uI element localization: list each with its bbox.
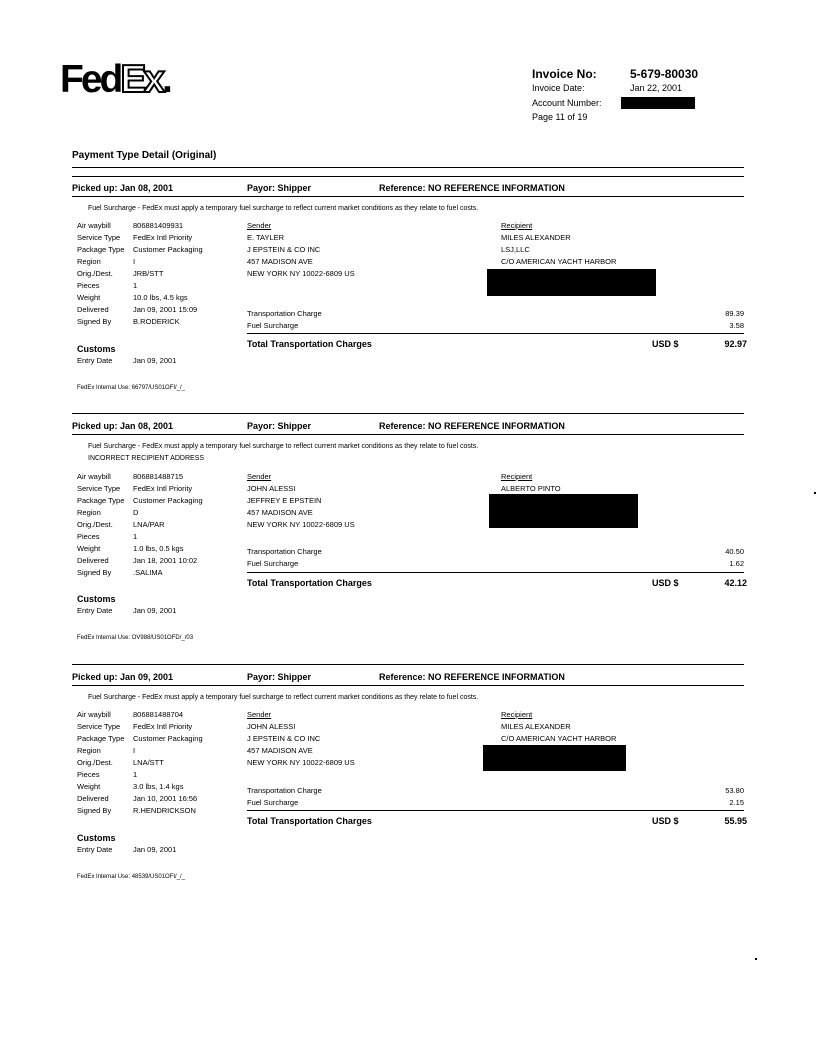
recipient-line: MILES ALEXANDER (501, 233, 571, 242)
air-waybill: 806881488715 (133, 472, 184, 481)
recipient-label: Recipient (501, 221, 533, 230)
label-delivered: Delivered (77, 305, 109, 314)
pieces: 1 (133, 532, 138, 541)
recipient-line: MILES ALEXANDER (501, 722, 571, 731)
transportation-charge-label: Transportation Charge (247, 786, 322, 795)
reference: Reference: NO REFERENCE INFORMATION (379, 183, 565, 193)
picked-up: Picked up: Jan 08, 2001 (72, 421, 174, 431)
page-title: Payment Type Detail (Original) (72, 150, 217, 161)
fuel-surcharge-label: Fuel Surcharge (247, 321, 299, 330)
sender-line: JEFFREY E EPSTEIN (247, 496, 322, 505)
label-delivered: Delivered (77, 794, 109, 803)
picked-up: Picked up: Jan 09, 2001 (72, 672, 174, 682)
total-label: Total Transportation Charges (247, 816, 372, 826)
label-weight: Weight (77, 293, 101, 302)
label-signed-by: Signed By (77, 317, 112, 326)
label-service-type: Service Type (77, 233, 121, 242)
package-type: Customer Packaging (133, 245, 203, 254)
total-divider (247, 333, 744, 334)
payor: Payor: Shipper (247, 672, 312, 682)
signed-by: .SALIMA (133, 568, 163, 577)
region: D (133, 508, 139, 517)
sender-line: J EPSTEIN & CO INC (247, 245, 321, 254)
region: I (133, 257, 136, 266)
customs-heading: Customs (77, 344, 116, 354)
account-number-label: Account Number: (532, 98, 602, 108)
section-divider (72, 434, 744, 435)
label-pieces: Pieces (77, 532, 100, 541)
recipient-label: Recipient (501, 710, 533, 719)
pieces: 1 (133, 770, 138, 779)
invoice-date-label: Invoice Date: (532, 83, 585, 93)
fuel-surcharge: 2.15 (729, 798, 744, 807)
internal-use: FedEx Internal Use: OV988/US01OFD/_/03 (77, 635, 194, 641)
internal-use: FedEx Internal Use: 66797/US01OFI/_/_ (77, 385, 186, 391)
label-package-type: Package Type (77, 245, 125, 254)
entry-date-label: Entry Date (77, 356, 113, 365)
fuel-surcharge-label: Fuel Surcharge (247, 798, 299, 807)
fuel-surcharge-note: Fuel Surcharge - FedEx must apply a temporary fuel surcharge to reflect current market conditions as they relate to fuel costs. (88, 205, 479, 212)
sender-label: Sender (247, 472, 272, 481)
signed-by: B.RODERICK (133, 317, 180, 326)
entry-date: Jan 09, 2001 (133, 606, 177, 615)
entry-date: Jan 09, 2001 (133, 356, 177, 365)
sender-label: Sender (247, 710, 272, 719)
section-divider (72, 664, 744, 665)
delivered: Jan 18, 2001 10:02 (133, 556, 198, 565)
package-type: Customer Packaging (133, 734, 203, 743)
air-waybill: 806881488704 (133, 710, 184, 719)
invoice-no: 5-679-80030 (630, 67, 699, 81)
section-divider (72, 685, 744, 686)
total-amount: 55.95 (724, 816, 747, 826)
transportation-charge: 53.80 (725, 786, 744, 795)
transportation-charge-label: Transportation Charge (247, 309, 322, 318)
sender-line: E. TAYLER (247, 233, 285, 242)
label-signed-by: Signed By (77, 806, 112, 815)
currency: USD $ (652, 339, 679, 349)
total-label: Total Transportation Charges (247, 339, 372, 349)
sender-line: NEW YORK NY 10022-6809 US (247, 269, 355, 278)
label-air-waybill: Air waybill (77, 221, 111, 230)
signed-by: R.HENDRICKSON (133, 806, 196, 815)
internal-use: FedEx Internal Use: 48539/US01OFI/_/_ (77, 874, 186, 880)
orig-dest: LNA/STT (133, 758, 164, 767)
entry-date-label: Entry Date (77, 606, 113, 615)
logo-dot: . (162, 58, 170, 101)
orig-dest: JRB/STT (133, 269, 164, 278)
service-type: FedEx Intl Priority (133, 233, 193, 242)
delivered: Jan 09, 2001 15:09 (133, 305, 198, 314)
entry-date-label: Entry Date (77, 845, 113, 854)
label-package-type: Package Type (77, 496, 125, 505)
pieces: 1 (133, 281, 138, 290)
label-region: Region (77, 257, 101, 266)
transportation-charge: 40.50 (725, 547, 744, 556)
transportation-charge-label: Transportation Charge (247, 547, 322, 556)
page-number: Page 11 of 19 (532, 112, 588, 122)
fuel-surcharge: 3.58 (729, 321, 744, 330)
sender-label: Sender (247, 221, 272, 230)
customs-heading: Customs (77, 833, 116, 843)
service-type: FedEx Intl Priority (133, 722, 193, 731)
picked-up: Picked up: Jan 08, 2001 (72, 183, 174, 193)
fuel-surcharge-note: Fuel Surcharge - FedEx must apply a temporary fuel surcharge to reflect current market conditions as they relate to fuel costs. (88, 443, 479, 450)
sender-line: JOHN ALESSI (247, 484, 296, 493)
recipient-line: ALBERTO PINTO (501, 484, 561, 493)
sender-line: NEW YORK NY 10022-6809 US (247, 758, 355, 767)
sender-line: JOHN ALESSI (247, 722, 296, 731)
package-type: Customer Packaging (133, 496, 203, 505)
section-divider (72, 176, 744, 177)
total-label: Total Transportation Charges (247, 578, 372, 588)
recipient-line: LSJ,LLC (501, 245, 530, 254)
payor: Payor: Shipper (247, 421, 312, 431)
weight: 10.0 lbs, 4.5 kgs (133, 293, 188, 302)
customs-heading: Customs (77, 594, 116, 604)
label-air-waybill: Air waybill (77, 472, 111, 481)
logo-ex: Ex (120, 58, 163, 101)
label-pieces: Pieces (77, 281, 100, 290)
payor: Payor: Shipper (247, 183, 312, 193)
label-package-type: Package Type (77, 734, 125, 743)
label-orig-dest: Orig./Dest. (77, 758, 113, 767)
fuel-surcharge-label: Fuel Surcharge (247, 559, 299, 568)
total-amount: 92.97 (724, 339, 747, 349)
label-pieces: Pieces (77, 770, 100, 779)
label-service-type: Service Type (77, 484, 121, 493)
label-orig-dest: Orig./Dest. (77, 269, 113, 278)
invoice-date: Jan 22, 2001 (630, 83, 683, 93)
weight: 3.0 lbs, 1.4 kgs (133, 782, 184, 791)
redacted-recipient-address (487, 269, 656, 296)
total-divider (247, 810, 744, 811)
redacted-recipient-address (483, 745, 626, 771)
region: I (133, 746, 136, 755)
recipient-line: C/O AMERICAN YACHT HARBOR (501, 734, 617, 743)
fuel-surcharge: 1.62 (729, 559, 744, 568)
currency: USD $ (652, 578, 679, 588)
sender-line: NEW YORK NY 10022-6809 US (247, 520, 355, 529)
label-service-type: Service Type (77, 722, 121, 731)
label-air-waybill: Air waybill (77, 710, 111, 719)
label-delivered: Delivered (77, 556, 109, 565)
recipient-label: Recipient (501, 472, 533, 481)
currency: USD $ (652, 816, 679, 826)
reference: Reference: NO REFERENCE INFORMATION (379, 672, 565, 682)
recipient-line: C/O AMERICAN YACHT HARBOR (501, 257, 617, 266)
entry-date: Jan 09, 2001 (133, 845, 177, 854)
sender-line: J EPSTEIN & CO INC (247, 734, 321, 743)
reference: Reference: NO REFERENCE INFORMATION (379, 421, 565, 431)
label-orig-dest: Orig./Dest. (77, 520, 113, 529)
sender-line: 457 MADISON AVE (247, 257, 313, 266)
fuel-surcharge-note: Fuel Surcharge - FedEx must apply a temporary fuel surcharge to reflect current market conditions as they relate to fuel costs. (88, 694, 479, 701)
weight: 1.0 lbs, 0.5 kgs (133, 544, 184, 553)
label-signed-by: Signed By (77, 568, 112, 577)
sender-line: 457 MADISON AVE (247, 508, 313, 517)
total-amount: 42.12 (724, 578, 747, 588)
orig-dest: LNA/PAR (133, 520, 165, 529)
exception-note: INCORRECT RECIPIENT ADDRESS (88, 455, 205, 462)
logo-fed: Fed (60, 58, 121, 101)
section-divider (72, 413, 744, 414)
delivered: Jan 10, 2001 16:56 (133, 794, 198, 803)
label-weight: Weight (77, 782, 101, 791)
section-divider (72, 196, 744, 197)
label-weight: Weight (77, 544, 101, 553)
service-type: FedEx Intl Priority (133, 484, 193, 493)
redacted-account-number (621, 97, 695, 109)
redacted-recipient-address (489, 494, 638, 528)
title-divider (72, 167, 744, 168)
air-waybill: 806881409931 (133, 221, 184, 230)
total-divider (247, 572, 744, 573)
sender-line: 457 MADISON AVE (247, 746, 313, 755)
label-region: Region (77, 746, 101, 755)
invoice-no-label: Invoice No: (532, 67, 597, 81)
transportation-charge: 89.39 (725, 309, 744, 318)
fedex-logo (60, 60, 170, 99)
scan-speck (755, 958, 757, 960)
label-region: Region (77, 508, 101, 517)
